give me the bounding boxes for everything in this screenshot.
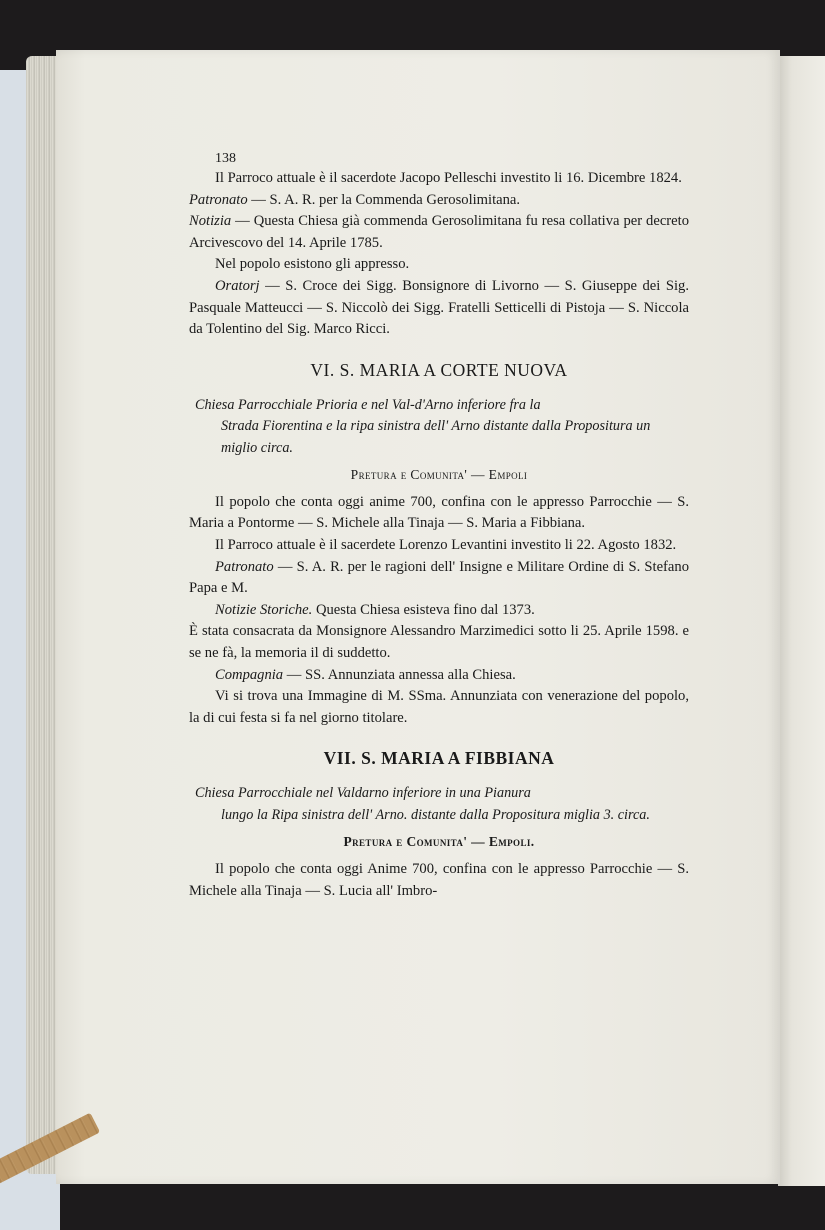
section-7-pretura: Pretura e Comunita' — Empoli. <box>343 834 535 850</box>
section-6-popolo: Il popolo che conta oggi anime 700, confina con le appresso Parrocchie — S. Maria a Pontorme — S. Michele alla Tinaja — S. Maria a Fibbiana. <box>189 493 689 532</box>
section-6-compagnia <box>189 665 689 687</box>
section-6-pretura: Pretura e Comunita' — Empoli <box>350 467 528 483</box>
oratorj-paragraph <box>189 276 689 341</box>
patronato-paragraph <box>189 190 689 212</box>
section-7-subtitle-rest: lungo la Ripa sinistra dell' Arno. distante dalla Propositura miglia 3. circa. <box>221 806 650 823</box>
next-page-edge <box>778 56 825 1186</box>
section-7-popolo: Il popolo che conta oggi Anime 700, confina con le appresso Parrocchie — S. Michele alla Tinaja — S. Lucia all' Imbro- <box>189 860 689 899</box>
section-6-notizie-text: Questa Chiesa esisteva fino dal 1373. <box>312 601 535 618</box>
section-6-notizie <box>189 600 689 622</box>
section-6-compagnia-label: Compagnia <box>215 666 284 683</box>
section-6-immagine: Vi si trova una Immagine di M. SSma. Annunziata con venerazione del popolo, la di cui festa si fa nel giorno titolare. <box>189 688 689 726</box>
section-6-patronato-label: Patronato <box>215 558 274 575</box>
section-7-title: VII. S. MARIA A FIBBIANA <box>323 748 555 769</box>
section-6-patronato-text: — S. A. R. per le ragioni dell' Insigne e Militare Ordine di S. Stefano Papa e M. <box>189 558 689 597</box>
oratorj-label: Oratorj <box>215 277 260 294</box>
section-6-consacrata: È stata consacrata da Monsignore Alessandro Marzimedici sotto li 25. Aprile 1598. e se ne fà, la memoria il di suddetto. <box>189 623 689 661</box>
section-6-title: VI. S. MARIA A CORTE NUOVA <box>310 359 568 380</box>
oratorj-text: — S. Croce dei Sigg. Bonsignore di Livorno — S. Giuseppe dei Sig. Pasquale Matteucci — S. Niccolò dei Sigg. Fratelli Setticelli di Pistoja — S. Niccola da Tolentino del Sig. Marco Ricci. <box>189 277 689 338</box>
parroco-line: Il Parroco attuale è il sacerdote Jacopo Pelleschi investito li 16. Dicembre 1824. <box>215 170 682 186</box>
popolo-line: Nel popolo esistono gli appresso. <box>215 256 410 273</box>
notizia-label: Notizia <box>189 213 232 230</box>
notizia-text: — Questa Chiesa già commenda Gerosolimitana fu resa collativa per decreto Arcivescovo del 14. Aprile 1785. <box>189 213 689 251</box>
page-text <box>189 150 689 902</box>
section-6-patronato <box>189 557 689 600</box>
patronato-text: — S. A. R. per la Commenda Gerosolimitana. <box>247 191 521 208</box>
section-6-parroco: Il Parroco attuale è il sacerdete Lorenzo Levantini investito li 22. Agosto 1832. <box>215 537 677 554</box>
section-6-subtitle-rest: Strada Fiorentina e la ripa sinistra dell' Arno distante dalla Propositura un miglio circa. <box>221 418 651 456</box>
section-6-notizie-label: Notizie Storiche. <box>215 601 313 618</box>
section-6-subtitle-first: Chiesa Parrocchiale Prioria e nel Val-d'Arno inferiore fra la <box>195 396 541 413</box>
section-6-subtitle <box>195 395 689 460</box>
section-7-subtitle-first: Chiesa Parrocchiale nel Valdarno inferiore in una Pianura <box>195 785 531 802</box>
patronato-label: Patronato <box>189 191 248 208</box>
section-6-compagnia-text: — SS. Annunziata annessa alla Chiesa. <box>283 666 516 683</box>
notizia-paragraph <box>189 211 689 254</box>
section-7-subtitle <box>195 783 689 826</box>
page-number: 138 <box>215 151 236 166</box>
